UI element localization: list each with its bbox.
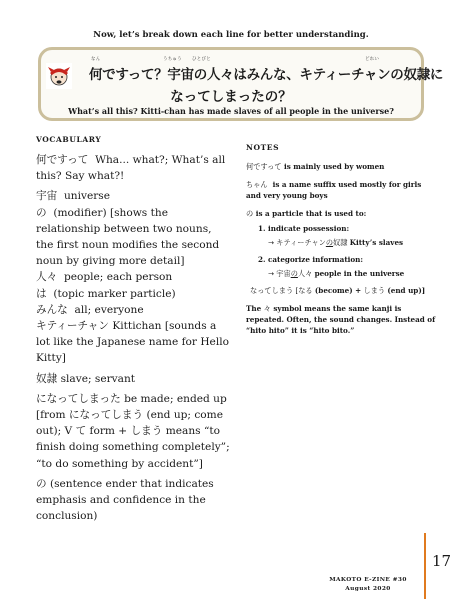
note-item bbox=[246, 161, 436, 172]
vocab-definition: Wha... what?; What’s all this? Say what?! bbox=[36, 154, 226, 183]
note-term: の bbox=[246, 209, 254, 218]
example-particle: の bbox=[290, 269, 298, 278]
vocab-entry bbox=[36, 371, 231, 387]
sentence-translation: What’s all this? Kitti-chan has made slaves of all people in the universe? bbox=[68, 106, 394, 116]
vocab-term: キティーチャン bbox=[36, 320, 109, 333]
page-accent-bar bbox=[424, 533, 426, 599]
vocab-entry bbox=[36, 302, 231, 318]
furigana-hitobito: ひとびと bbox=[192, 57, 211, 62]
note-term: 々 bbox=[263, 304, 271, 313]
vocab-definition: (sentence ender that indicates emphasis and confidence in the conclusion) bbox=[36, 477, 214, 523]
vocab-definition: all; everyone bbox=[74, 303, 144, 316]
vocab-term: の bbox=[36, 206, 47, 219]
vocab-term-inline: て bbox=[75, 425, 87, 438]
vocab-definition: means “to finish doing something completely”; “to do something by accident”] bbox=[36, 425, 230, 470]
vocab-entry bbox=[36, 391, 231, 472]
note-text: The bbox=[246, 304, 262, 313]
example-phrase: 奴隷 bbox=[333, 238, 348, 247]
note-text: symbol means the same kanji is repeated. Often, the sound changes. Instead of “hito hito” it is “hito bito.” bbox=[246, 304, 436, 335]
note-example bbox=[268, 268, 436, 279]
vocab-definition: form + bbox=[89, 425, 128, 438]
vocab-entry bbox=[36, 269, 231, 285]
vocab-definition: (modifier) [shows the relationship between two nouns, the first noun modifies the second noun by giving more detail] bbox=[36, 206, 220, 268]
note-term: 何ですって bbox=[246, 162, 282, 171]
note-text: (end up)] bbox=[387, 286, 426, 295]
vocab-entry bbox=[36, 188, 231, 204]
vocab-definition: Kittichan [sounds a lot like the Japanese name for Hello Kitty] bbox=[36, 320, 229, 365]
sentence-line-1: 何ですって？宇宙の人々はみんな、キティーチャンの奴隷に bbox=[89, 67, 444, 83]
example-phrase: → 宇宙 bbox=[268, 269, 291, 278]
note-term: ちゃん bbox=[246, 180, 268, 189]
note-text: (become) + bbox=[314, 286, 362, 295]
issue-date: August 2020 bbox=[345, 586, 391, 592]
note-term: なってしまう [なる bbox=[250, 286, 313, 295]
vocabulary-heading: VOCABULARY bbox=[36, 135, 102, 144]
vocab-term: 何ですって bbox=[36, 154, 89, 166]
note-text: is a particle that is used to: bbox=[255, 209, 367, 218]
sentence-callout bbox=[38, 47, 444, 121]
vocab-term: は bbox=[36, 287, 47, 300]
note-term: しまう bbox=[363, 286, 386, 295]
vocab-definition: people; each person bbox=[63, 271, 173, 284]
notes-section bbox=[246, 142, 436, 343]
vocab-definition: (topic marker particle) bbox=[53, 287, 176, 300]
magazine-title: MAKOTO E-ZINE #30 bbox=[329, 577, 407, 583]
example-phrase: → キティーチャン bbox=[268, 238, 326, 247]
vocab-entry bbox=[36, 476, 231, 525]
note-item bbox=[250, 285, 436, 296]
example-phrase: 人々 bbox=[297, 269, 313, 278]
vocab-term: 宇宙 bbox=[36, 190, 58, 203]
example-translation: Kitty’s slaves bbox=[349, 238, 404, 247]
vocab-entry bbox=[36, 286, 231, 302]
vocab-entry bbox=[36, 205, 231, 270]
sentence-line-2: なってしまったの？ bbox=[170, 89, 292, 105]
vocab-term: みんな bbox=[36, 303, 68, 316]
vocabulary-section bbox=[36, 135, 231, 524]
vocab-term-inline: になってしまう bbox=[68, 409, 144, 422]
note-text: is mainly used by women bbox=[284, 162, 385, 171]
notes-heading: NOTES bbox=[246, 143, 280, 152]
furigana-uchuu: うちゅう bbox=[163, 57, 182, 62]
note-item bbox=[246, 208, 436, 219]
furigana-dorei: どれい bbox=[365, 57, 380, 62]
vocab-definition: be made; ended up [from bbox=[36, 392, 227, 422]
note-subitem: 2. categorize information: bbox=[258, 255, 364, 264]
vocab-entry bbox=[36, 318, 231, 367]
vocab-entry bbox=[36, 152, 231, 184]
vocab-definition: (end up; come out); V bbox=[36, 409, 223, 438]
vocab-term: 人々 bbox=[36, 271, 58, 284]
vocab-term: の bbox=[36, 477, 47, 490]
note-subitem: 1. indicate possession: bbox=[258, 224, 350, 233]
vocab-definition: universe bbox=[63, 190, 110, 203]
example-particle: の bbox=[325, 238, 334, 247]
example-translation: people in the universe bbox=[314, 269, 405, 278]
note-text: is a name suffix used mostly for girls and very young boys bbox=[246, 180, 422, 200]
magazine-footer bbox=[318, 576, 418, 594]
note-item bbox=[246, 179, 436, 201]
vocab-term: になってしまった bbox=[36, 392, 121, 405]
vocab-term: 奴隷 bbox=[36, 372, 58, 385]
page-number: 17 bbox=[432, 552, 452, 570]
intro-text: Now, let’s break down each line for better understanding. bbox=[93, 30, 369, 40]
furigana-nan: なん bbox=[91, 57, 101, 62]
vocab-term-inline: しまう bbox=[130, 425, 163, 438]
note-item bbox=[246, 303, 436, 336]
note-example bbox=[268, 237, 436, 248]
vocab-definition: slave; servant bbox=[60, 372, 136, 385]
